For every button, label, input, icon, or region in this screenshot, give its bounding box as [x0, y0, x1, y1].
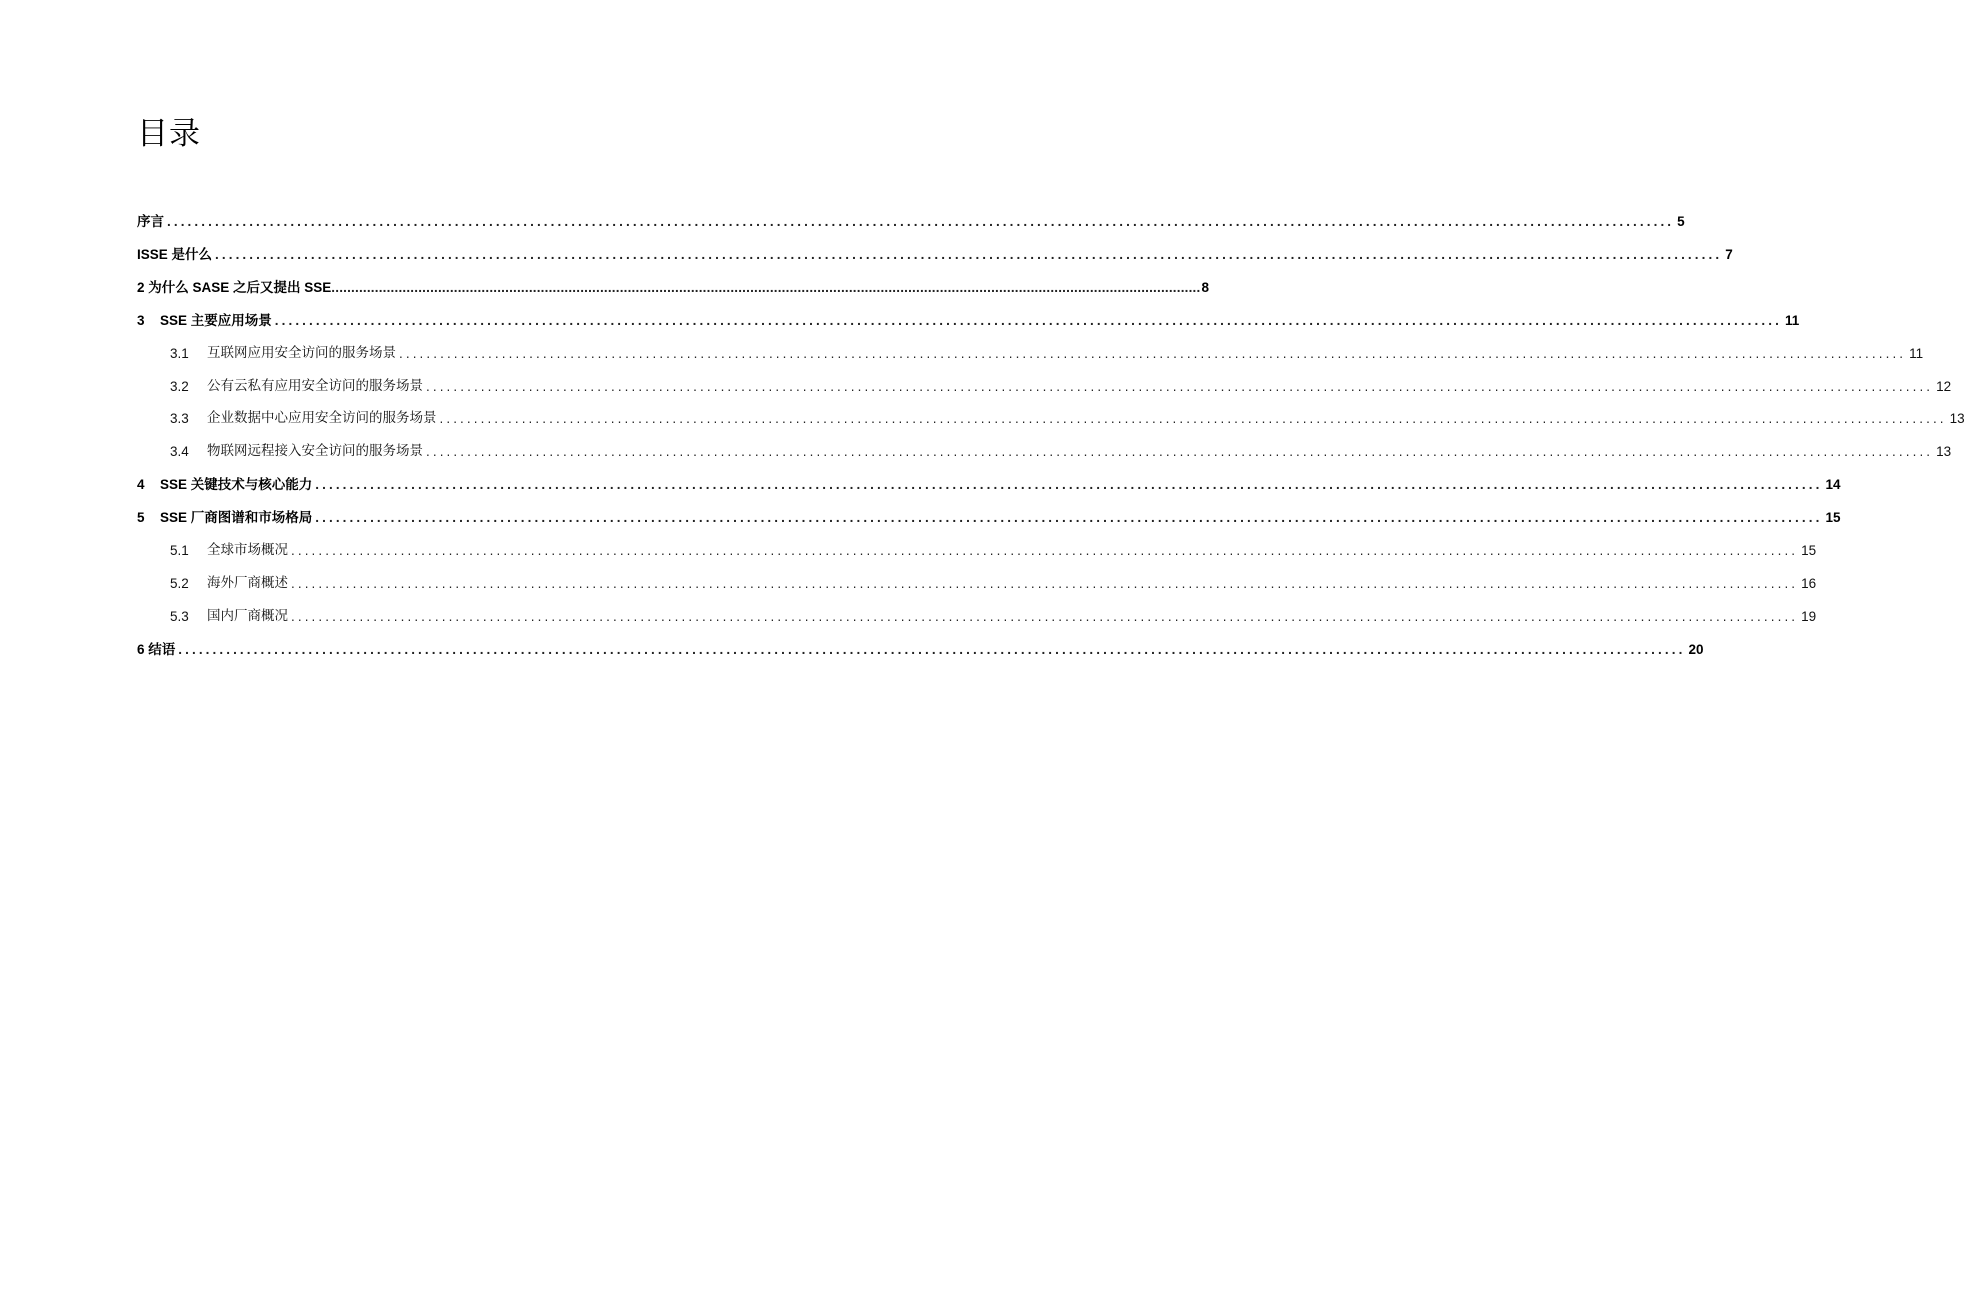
- toc-entry-number: 5.3: [170, 608, 189, 624]
- toc-entry-page: 8: [1201, 279, 1209, 295]
- toc-entry-page: 16: [1801, 575, 1817, 591]
- toc-entry-page: 13: [1949, 411, 1965, 427]
- toc-leader-dots: ............................................................................................................................................................................................................................: [291, 543, 1799, 558]
- toc-entry-text: 6 结语: [137, 641, 176, 657]
- toc-entry-page: 13: [1936, 444, 1952, 460]
- toc-leader-dots: ............................................................................................................................................................................................................................: [439, 411, 1947, 427]
- toc-entry-text: SSE 主要应用场景: [160, 312, 272, 328]
- toc-entry-number: 4: [137, 477, 145, 493]
- toc-entry-text: 海外厂商概述: [207, 574, 288, 591]
- toc-entry-number: 3.4: [170, 444, 189, 460]
- toc-entry-text: SSE 关键技术与核心能力: [160, 477, 313, 493]
- toc-entry-text: 物联网远程接入安全访问的服务场景: [207, 443, 423, 460]
- toc-entry-page: 15: [1825, 510, 1841, 526]
- toc-title: 目录: [137, 116, 201, 152]
- toc-leader-dots: ............................................................................................................................................................................................................................: [426, 444, 1934, 460]
- toc-entry-text: 序言: [137, 214, 164, 229]
- toc-entry-page: 19: [1801, 608, 1817, 624]
- toc-entry-text: 互联网应用安全访问的服务场景: [207, 344, 396, 361]
- toc-entry[interactable]: [137, 271, 1209, 304]
- toc-entry-text: SSE 厂商图谱和市场格局: [160, 510, 313, 526]
- toc-entry-number: 3: [137, 312, 145, 328]
- toc-entry-page: 20: [1688, 641, 1704, 657]
- toc-entry[interactable]: [137, 633, 1704, 666]
- toc-entry-text: 2 为什么 SASE 之后又提出 SSE: [137, 279, 332, 295]
- toc-leader-dots: ............................................................................................................................................................................................................................: [291, 608, 1799, 624]
- toc-entry[interactable]: [170, 567, 1817, 600]
- toc-entry-text: 公有云私有应用安全访问的服务场景: [207, 377, 423, 394]
- toc-entry[interactable]: [137, 501, 1841, 534]
- toc-leader-dots: ............................................................................................................................................................................................................................: [291, 575, 1799, 591]
- toc-entry-number: 5.1: [170, 543, 189, 558]
- toc-entry-number: 5: [137, 510, 145, 526]
- toc-entry[interactable]: [137, 468, 1841, 501]
- toc-entry[interactable]: [137, 238, 1733, 271]
- toc-leader-dots: ............................................................................................................................................................................................................................: [315, 510, 1823, 526]
- toc-leader-dots: ............................................................................................................................................................................................................................: [274, 312, 1782, 328]
- toc-entry-page: 11: [1784, 312, 1800, 328]
- toc-entry-page: 7: [1725, 246, 1733, 262]
- toc-entry-text: 国内厂商概况: [207, 607, 288, 624]
- toc-entry[interactable]: [170, 534, 1817, 567]
- toc-entry-text: ISSE 是什么: [137, 246, 213, 262]
- toc-entry-page: 12: [1936, 378, 1952, 394]
- toc-leader-dots: ............................................................................................................................................................................................................................: [215, 246, 1723, 262]
- toc-entry[interactable]: [170, 600, 1817, 633]
- toc-entry-page: 5: [1677, 214, 1685, 229]
- toc-entry[interactable]: [170, 402, 1965, 435]
- toc-entry-number: 3.2: [170, 378, 189, 394]
- toc-leader-dots: ............................................................................................................................................................................................................................: [315, 477, 1823, 493]
- toc-entry[interactable]: [170, 337, 1924, 370]
- toc-entry-number: 3.3: [170, 411, 189, 427]
- toc-entry-page: 14: [1825, 477, 1841, 493]
- toc-entry-page: 15: [1801, 543, 1817, 558]
- toc-leader-dots: ............................................................................................................................................................................................................................: [167, 214, 1675, 229]
- toc-entry-page: 11: [1909, 345, 1924, 361]
- toc-leader-dots: ............................................................................................................................................................................................................................: [399, 345, 1907, 361]
- toc-entry-number: 5.2: [170, 575, 189, 591]
- toc-entry[interactable]: [137, 205, 1685, 238]
- toc-leader-dots: ............................................................................................................................................................................................................................: [178, 641, 1686, 657]
- toc-entry[interactable]: [137, 304, 1800, 337]
- toc-entry[interactable]: [170, 370, 1952, 403]
- toc-entry-number: 3.1: [170, 345, 189, 361]
- toc-leader-dots: ............................................................................................................................................................................................................................: [426, 378, 1934, 394]
- toc-entry-text: 全球市场概况: [207, 542, 288, 558]
- toc-leader-dots: ............................................................................................................................................................................................................................: [331, 279, 1201, 295]
- toc-entry[interactable]: [170, 435, 1952, 468]
- toc-entry-text: 企业数据中心应用安全访问的服务场景: [207, 410, 437, 427]
